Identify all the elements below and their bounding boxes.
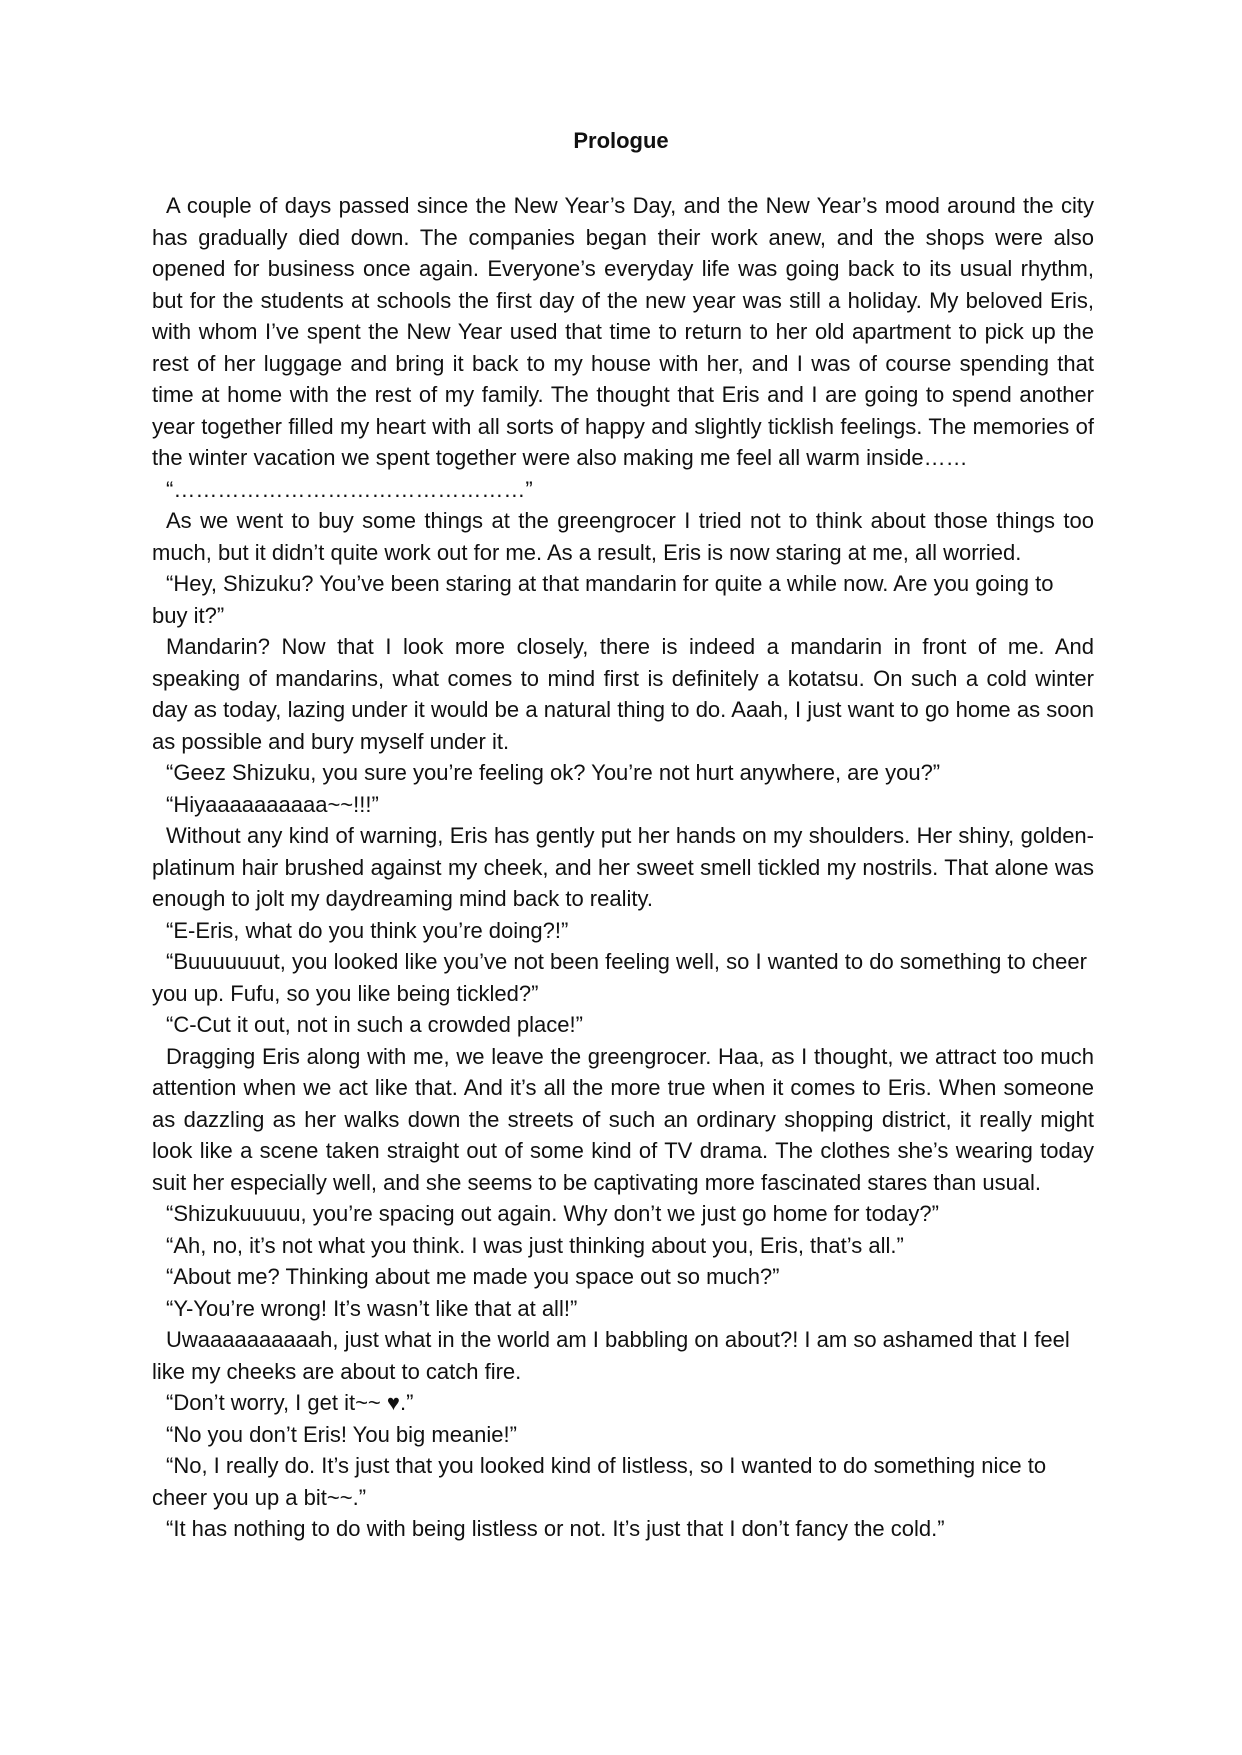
paragraph: Mandarin? Now that I look more closely, there is indeed a mandarin in front of me. And speaking of mandarins, what comes to mind first is definitely a kotatsu. On such a cold winter day as today, lazing under it would be a natural thing to do. Aaah, I just want to go home as soon as possible and bury myself under it. xyxy=(152,634,1094,754)
paragraph: “Hiyaaaaaaaaaa~~!!!” xyxy=(166,791,379,817)
paragraph: “Buuuuuuut, you looked like you’ve not been feeling well, so I wanted to do something to cheer you up. Fufu, so you like being tickled?” xyxy=(152,949,1087,1006)
paragraph: As we went to buy some things at the greengrocer I tried not to think about those things too much, but it didn’t quite work out for me. As a result, Eris is now staring at me, all worried. xyxy=(152,508,1094,565)
paragraph: “Ah, no, it’s not what you think. I was just thinking about you, Eris, that’s all.” xyxy=(166,1232,904,1258)
paragraph: A couple of days passed since the New Year’s Day, and the New Year’s mood around the city has gradually died down. The companies began their work anew, and the shops were also opened for business once again. Everyone’s everyday life was going back to its usual rhythm, but for the students at schools the first day of the new year was still a holiday. My beloved Eris, with whom I’ve spent the New Year used that time to return to her old apartment to pick up the rest of her luggage and bring it back to my house with her, and I was of course spending that time at home with the rest of my family. The thought that Eris and I are going to spend another year together filled my heart with all sorts of happy and slightly ticklish feelings. The memories of the winter vacation we spent together were also making me feel all warm inside…… xyxy=(152,193,1094,470)
paragraph: “Hey, Shizuku? You’ve been staring at that mandarin for quite a while now. Are you going to buy it?” xyxy=(152,571,1054,628)
paragraph: “Shizukuuuuu, you’re spacing out again. Why don’t we just go home for today?” xyxy=(166,1201,939,1226)
paragraph: “No you don’t Eris! You big meanie!” xyxy=(166,1421,517,1447)
paragraph: “No, I really do. It’s just that you looked kind of listless, so I wanted to do something nice to cheer you up a bit~~.” xyxy=(152,1453,1047,1510)
paragraph: “Don’t worry, I get it~~ ♥.” xyxy=(166,1390,414,1415)
document-body xyxy=(152,190,1094,1545)
paragraph: “E-Eris, what do you think you’re doing?!” xyxy=(166,917,569,943)
paragraph: Dragging Eris along with me, we leave the greengrocer. Haa, as I thought, we attract too much attention when we act like that. And it’s all the more true when it comes to Eris. When someone as dazzling as her walks down the streets of such an ordinary shopping district, it really might look like a scene taken straight out of some kind of TV drama. The clothes she’s wearing today suit her especially well, and she seems to be captivating more fascinated stares than usual. xyxy=(152,1043,1094,1195)
paragraph: “Y-You’re wrong! It’s wasn’t like that at all!” xyxy=(166,1295,578,1321)
paragraph: Uwaaaaaaaaaah, just what in the world am I babbling on about?! I am so ashamed that I feel like my cheeks are about to catch fire. xyxy=(152,1327,1070,1384)
paragraph: Without any kind of warning, Eris has gently put her hands on my shoulders. Her shiny, golden-platinum hair brushed against my cheek, and her sweet smell tickled my nostrils. That alone was enough to jolt my daydreaming mind back to reality. xyxy=(152,823,1094,911)
paragraph: “C-Cut it out, not in such a crowded place!” xyxy=(166,1012,583,1037)
paragraph: “It has nothing to do with being listless or not. It’s just that I don’t fancy the cold.” xyxy=(166,1516,945,1541)
chapter-title: Prologue xyxy=(573,128,669,153)
paragraph: “About me? Thinking about me made you space out so much?” xyxy=(166,1264,780,1289)
paragraph: “Geez Shizuku, you sure you’re feeling ok? You’re not hurt anywhere, are you?” xyxy=(166,760,941,785)
paragraph: “…………………………………………” xyxy=(166,476,533,502)
